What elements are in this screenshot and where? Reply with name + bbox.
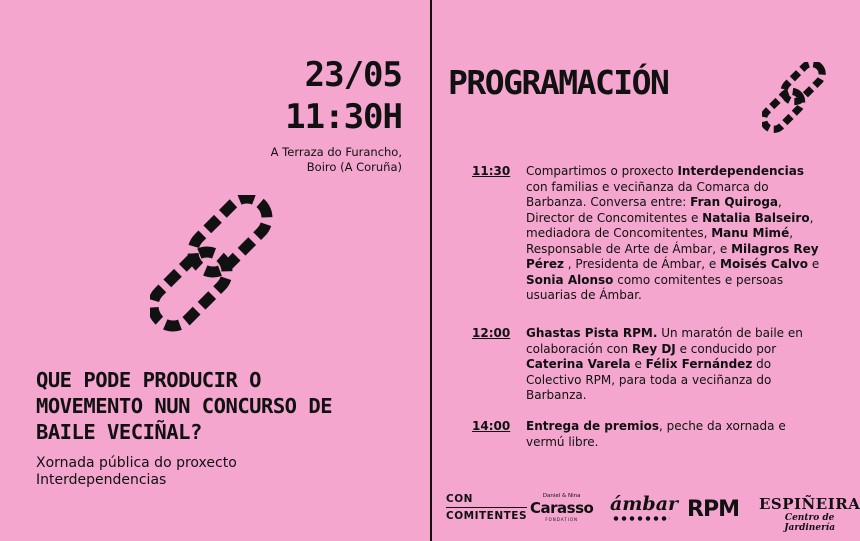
programme-item-description <box>526 419 826 450</box>
programme-item-time: 14:00 <box>472 419 511 433</box>
highlighted-text: Milagros Rey Pérez <box>526 241 819 271</box>
description-text: e conducido por <box>675 341 777 356</box>
highlighted-text: Moisés Calvo <box>720 257 808 271</box>
description-text: como comitentes e persoas usuarias de Ámbar. <box>526 272 784 302</box>
description-text: Compartimos o proxecto <box>526 164 678 178</box>
ambar-logo-text: ámbar <box>610 493 679 515</box>
highlighted-text: Manu Mimé <box>711 226 790 240</box>
venue-line-2: Boiro (A Coruña) <box>306 160 402 174</box>
sponsor-logos <box>446 493 860 533</box>
description-text: con familias e veciñanza da Comarca do Barbanza. Conversa entre: <box>526 179 769 209</box>
description-text: , Presidenta de Ámbar, e <box>563 257 721 271</box>
chain-link-icon <box>762 62 834 134</box>
carasso-logo-sub: FONDATION <box>545 517 578 522</box>
carasso-logo <box>530 493 593 522</box>
event-date: 23/05 <box>304 55 402 95</box>
programme-item-time: 11:30 <box>472 164 511 178</box>
highlighted-text: Rey DJ <box>631 341 676 356</box>
description-text: , Director de Concomitentes e <box>526 195 782 225</box>
carasso-logo-top: Daniel & Nina <box>542 493 581 499</box>
espineira-logo <box>759 495 860 533</box>
highlighted-text: Félix Fernández <box>645 357 753 371</box>
description-text: e <box>630 357 646 371</box>
programme-title: PROGRAMACIÓN <box>448 63 669 102</box>
description-text: do Colectivo RPM, para toda a veciñanza do Barbanza. <box>526 357 772 402</box>
highlighted-text: Natalia Balseiro <box>702 210 810 225</box>
headline-question: QUE PODE PRODUCIR O MOVEMENTO NUN CONCURSO DE BAILE VECIÑAL? <box>36 368 333 444</box>
description-text: , Responsable de Arte de Ámbar, e <box>526 226 794 256</box>
description-text: , mediadora de Concomitentes, <box>526 210 814 240</box>
concomitentes-logo-line-1: CON <box>446 493 527 508</box>
highlighted-text: Fran Quiroga <box>690 195 779 209</box>
concomitentes-logo-line-2: COMITENTES <box>446 510 528 522</box>
espineira-logo-sub: Centro de Jardinería <box>784 513 836 533</box>
description-text: e <box>808 257 820 271</box>
espineira-logo-name: ESPIÑEIRA <box>759 495 860 513</box>
event-venue <box>242 145 402 175</box>
programme-item-description <box>526 326 826 404</box>
programme-item-description <box>526 164 826 304</box>
description-text: Un maratón de baile en colaboración con <box>526 326 803 356</box>
rpm-logo: RPM <box>687 497 739 522</box>
description-text: , peche da xornada e vermú libre. <box>526 419 786 449</box>
event-time: 11:30H <box>285 97 402 137</box>
highlighted-text: Entrega de premios <box>526 419 659 433</box>
ambar-logo <box>610 493 678 515</box>
highlighted-text: Caterina Varela <box>526 357 631 371</box>
concomitentes-logo <box>446 493 527 523</box>
highlighted-text: Ghastas Pista RPM. <box>526 326 658 340</box>
ambar-logo-dots <box>612 515 670 522</box>
carasso-logo-name: Carasso <box>530 499 594 517</box>
column-divider <box>430 0 432 541</box>
programme-item-time: 12:00 <box>472 326 511 340</box>
chain-link-icon <box>150 195 290 335</box>
highlighted-text: Interdependencias <box>677 164 804 178</box>
highlighted-text: Sonia Alonso <box>526 272 614 287</box>
headline-subtitle: Xornada pública do proxecto Interdependencias <box>36 455 237 488</box>
venue-line-1: A Terraza do Furancho, <box>270 145 402 159</box>
